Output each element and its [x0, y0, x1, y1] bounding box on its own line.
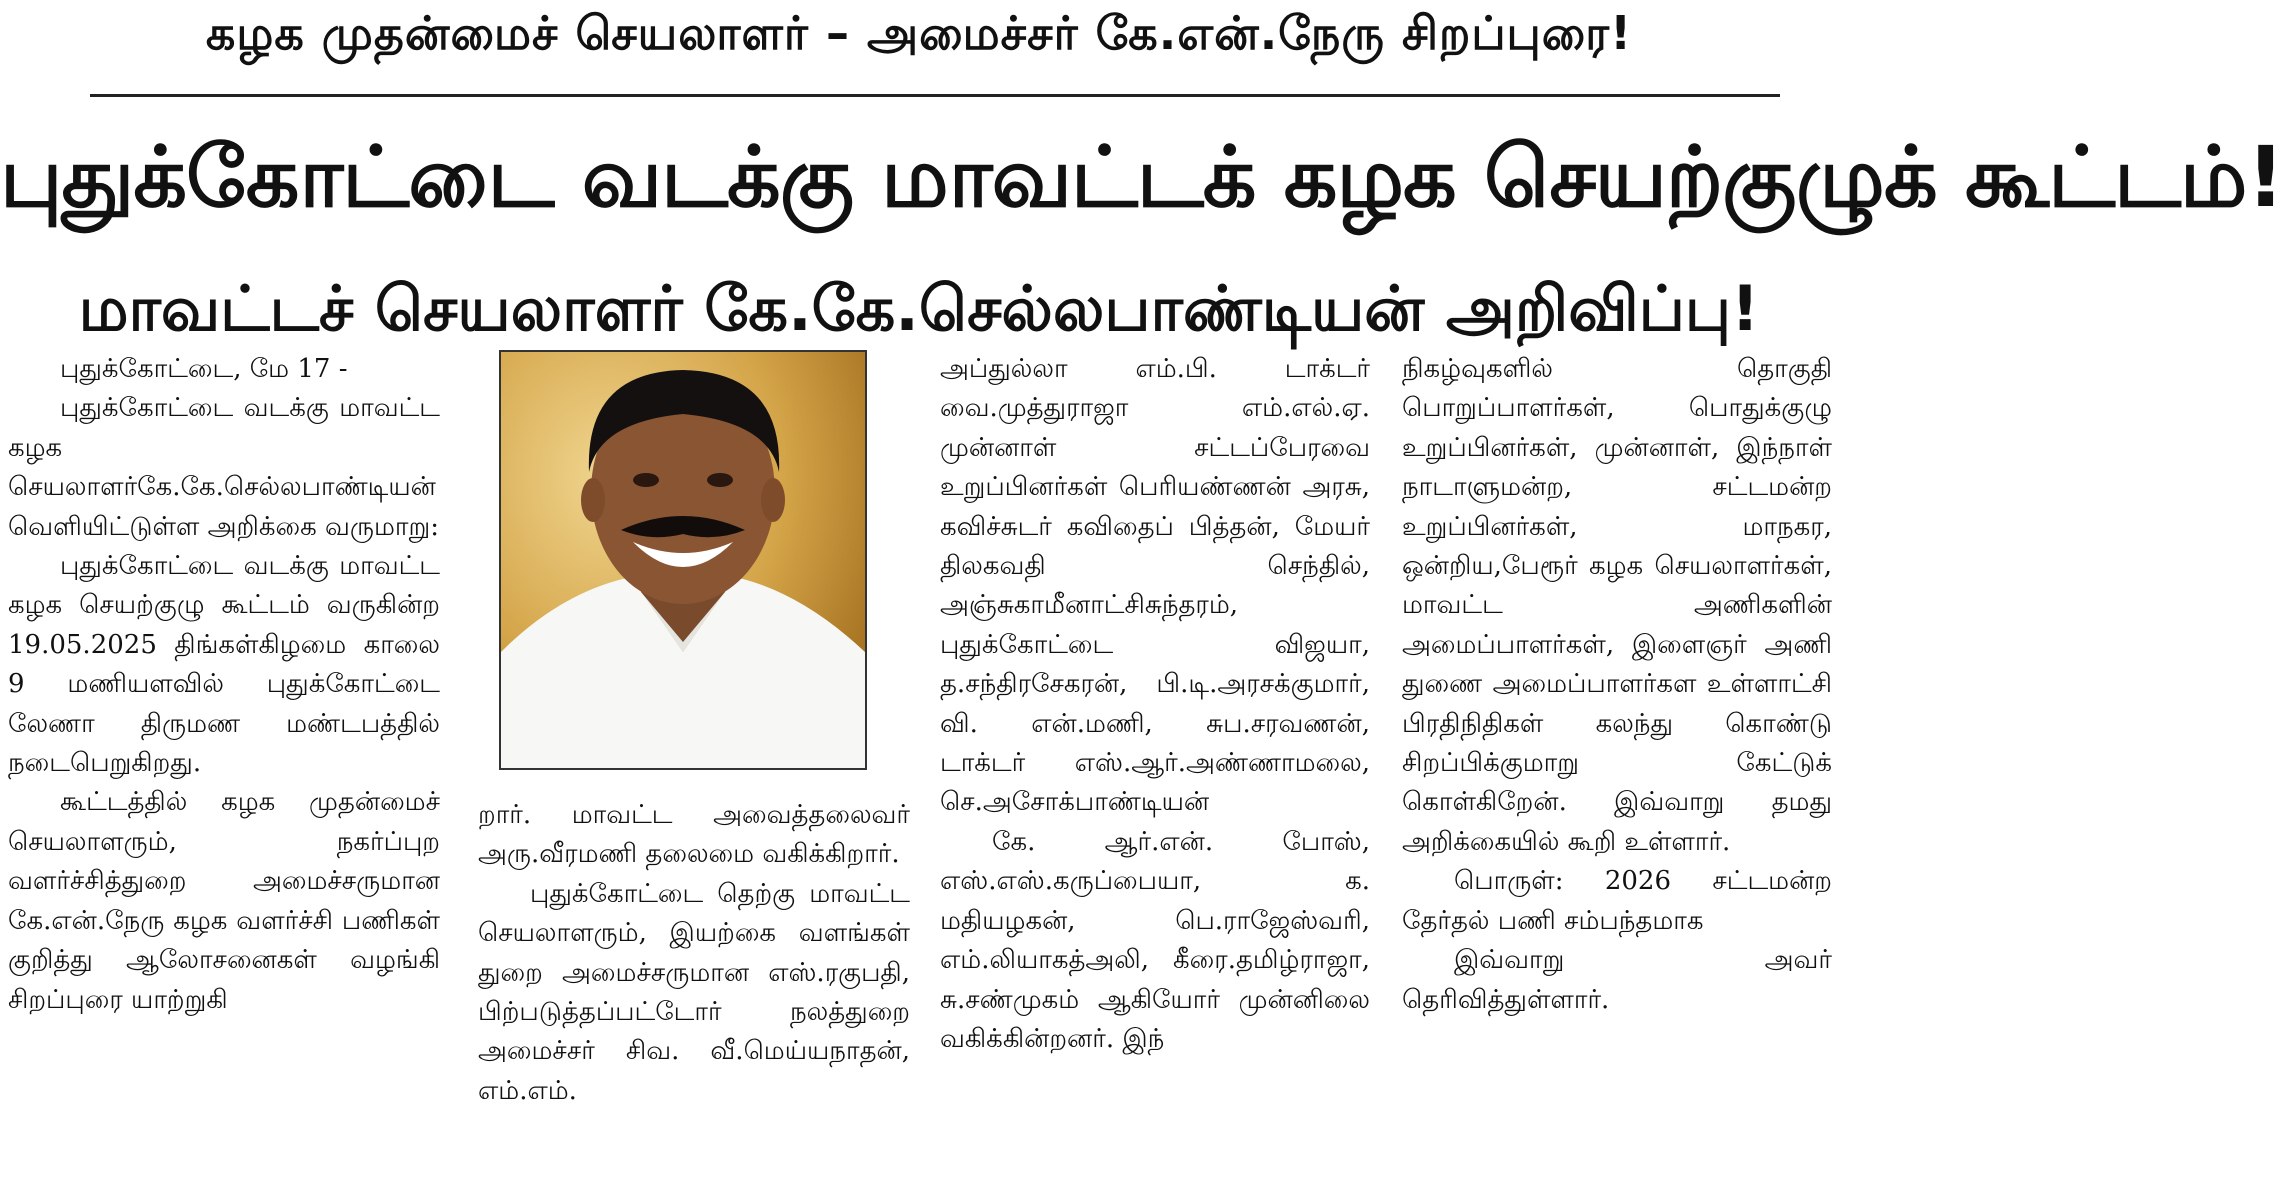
paragraph: பொருள்: 2026 சட்டமன்ற தேர்தல் பணி சம்பந்தமாக: [1402, 866, 1832, 936]
column-4: [1402, 350, 1832, 1020]
paragraph: புதுக்கோட்டை தெற்கு மாவட்ட செயலாளரும், இயற்கை வளங்கள் துறை அமைச்சருமான எஸ்.ரகுபதி, பிற்படுத்தப்பட்டோர் நலத்துறை அமைச்சர் சிவ. வீ.மெய்யநாதன், எம்.எம்.: [478, 878, 910, 1106]
paragraph: றார். மாவட்ட அவைத்தலைவர் அரு.வீரமணி தலைமை வகிக்கிறார்.: [478, 800, 910, 870]
dateline: புதுக்கோட்டை, மே 17 -: [60, 354, 348, 384]
person-portrait-icon: [501, 352, 865, 768]
column-1: [8, 350, 440, 1020]
divider-rule: [90, 94, 1780, 97]
paragraph: கூட்டத்தில் கழக முதன்மைச் செயலாளரும், நகர்ப்புற வளர்ச்சித்துறை அமைச்சருமான கே.என்.நேரு கழக வளர்ச்சி பணிகள் குறித்து ஆலோசனைகள் வழங்கி சிறப்புரை யாற்றுகி: [8, 787, 440, 1015]
paragraph: கே. ஆர்.என். போஸ், எஸ்.எஸ்.கருப்பையா, க. மதியழகன், பெ.ராஜேஸ்வரி, எம்.லியாகத்அலி, கீரை.தமிழ்ராஜா, சு.சண்முகம் ஆகியோர் முன்னிலை வகிக்கின்றனர். இந்: [940, 826, 1370, 1054]
paragraph: இவ்வாறு அவர் தெரிவித்துள்ளார்.: [1402, 945, 1832, 1015]
paragraph: நிகழ்வுகளில் தொகுதி பொறுப்பாளர்கள், பொதுக்குழு உறுப்பினர்கள், முன்னாள், இந்நாள் நாடாளுமன்ற, சட்டமன்ற உறுப்பினர்கள், மாநகர, ஒன்றிய,பேரூர் கழக செயலாளர்கள், மாவட்ட அணிகளின் அமைப்பாளர்கள், இளைஞர் அணி துணை அமைப்பாளர்கள உள்ளாட்சி பிரதிநிதிகள் கலந்து கொண்டு சிறப்பிக்குமாறு கேட்டுக் கொள்கிறேன். இவ்வாறு தமது அறிக்கையில் கூறி உள்ளார்.: [1402, 354, 1832, 857]
column-3: [940, 350, 1370, 1059]
paragraph: அப்துல்லா எம்.பி. டாக்டர் வை.முத்துராஜா எம்.எல்.ஏ. முன்னாள் சட்டப்பேரவை உறுப்பினர்கள் பெரியண்ணன் அரசு, கவிச்சுடர் கவிதைப் பித்தன், மேயர் திலகவதி செந்தில், அஞ்சுகாமீனாட்சிசுந்தரம், புதுக்கோட்டை விஜயா, த.சந்திரசேகரன், பி.டி.அரசக்குமார், வி. என்.மணி, சுப.சரவணன், டாக்டர் எஸ்.ஆர்.அண்ணாமலை, செ.அசோக்பாண்டியன்: [940, 354, 1370, 818]
kicker-line: கழக முதன்மைச் செயலாளர் – அமைச்சர் கே.என்.நேரு சிறப்புரை!: [205, 6, 1633, 60]
portrait-photo: [499, 350, 867, 770]
paragraph: புதுக்கோட்டை வடக்கு மாவட்ட கழக செயலாளர்கே.கே.செல்லபாண்டியன் வெளியிட்டுள்ள அறிக்கை வருமாறு:: [8, 393, 440, 542]
column-2: [478, 796, 910, 1111]
subheadline: மாவட்டச் செயலாளர் கே.கே.செல்லபாண்டியன் அறிவிப்பு!: [78, 272, 1760, 345]
headline: புதுக்கோட்டை வடக்கு மாவட்டக் கழக செயற்குழுக் கூட்டம்!: [0, 128, 2284, 226]
paragraph: புதுக்கோட்டை வடக்கு மாவட்ட கழக செயற்குழு கூட்டம் வருகின்ற 19.05.2025 திங்கள்கிழமை காலை 9 மணியளவில் புதுக்கோட்டை லேணா திருமண மண்டபத்தில் நடைபெறுகிறது.: [8, 551, 440, 779]
